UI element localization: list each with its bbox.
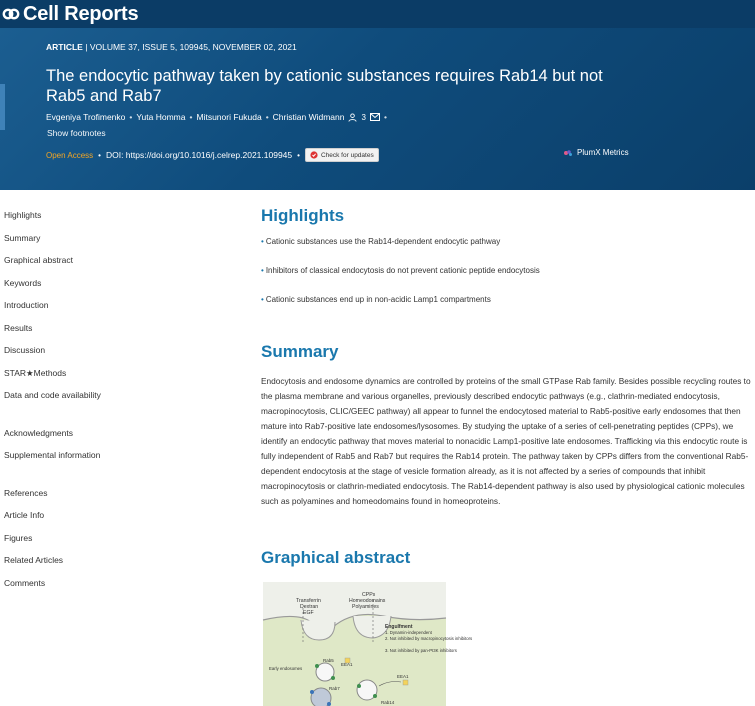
- sidebar-item-comments[interactable]: Comments: [4, 578, 46, 588]
- graphical-abstract-image[interactable]: [263, 582, 473, 706]
- article-header: [0, 0, 755, 190]
- sidebar-item-references[interactable]: References: [4, 488, 48, 498]
- author-separator: •: [265, 112, 269, 122]
- sidebar-item-article-info[interactable]: Article Info: [4, 510, 45, 520]
- bullet-dot: •: [261, 266, 264, 275]
- article-details: VOLUME 37, ISSUE 5, 109945, NOVEMBER 02, 2021: [89, 42, 297, 52]
- journal-title: Cell Reports: [23, 2, 139, 25]
- ga-label-polyamines: Polyamines: [352, 604, 379, 610]
- ga-label-eea1-right: EEA1: [397, 674, 409, 679]
- sidebar-item-star-methods[interactable]: STAR★Methods: [4, 368, 67, 378]
- check-updates-label: Check for updates: [320, 151, 374, 159]
- ga-label-dextran: Dextran: [300, 604, 319, 610]
- highlight-item: [261, 266, 540, 275]
- summary-paragraph: Endocytosis and endosome dynamics are controlled by proteins of the small GTPase Rab family. Besides possible recycling routes to the plasma membrane and various organelles, previously described endocytic pathways (e.g., clathrin-mediated endocytosis, macropinocytosis, CLIC/GEEC pathway) all appear to funnel the endocytosed material to Rab5-positive early endosomes that then mature into Rab7-positive late endosomes/lysosomes. By studying the uptake of a series of cell-penetrating peptides (CPPs), we identify an endocytic pathway that moves material to nonacidic Lamp1-positive late endosomes. Trafficking via this endocytic route is fully independent of Rab5 and Rab7 but requires the Rab14 protein. The pathway taken by CPPs differs from the conventional Rab5-dependent endocytosis at the stage of vesicle formation already, as it is not affected by a series of compounds that inhibit macropinocytosis or clathrin-mediated endocytosis. The Rab14-dependent pathway is also used by physiological cationic molecules such as polyamines and homeodomains found in homeoproteins.: [261, 376, 751, 506]
- sidebar-item-related-articles[interactable]: Related Articles: [4, 555, 64, 565]
- ga-label-rab14: Rab14: [381, 700, 395, 705]
- ga-label-rab5: Rab5: [323, 658, 334, 663]
- highlight-text: Inhibitors of classical endocytosis do not prevent cationic peptide endocytosis: [265, 266, 540, 275]
- sidebar-item-introduction[interactable]: Introduction: [4, 300, 49, 310]
- sidebar-item-graphical-abstract[interactable]: Graphical abstract: [4, 255, 73, 265]
- sidebar-item-figures[interactable]: Figures: [4, 533, 33, 543]
- author-separator: •: [189, 112, 193, 122]
- ga-label-engulfment: Engulfment: [385, 624, 413, 630]
- author-link[interactable]: Evgeniya Trofimenko: [46, 112, 126, 122]
- ga-label-homeodomains: Homeodomains: [349, 598, 386, 604]
- graphical-abstract-heading: Graphical abstract: [261, 548, 411, 567]
- author-link[interactable]: Christian Widmann: [272, 112, 345, 122]
- check-updates-button[interactable]: [305, 148, 379, 162]
- author-separator: •: [129, 112, 133, 122]
- sidebar-item-keywords[interactable]: Keywords: [4, 278, 42, 288]
- plumx-metrics-link[interactable]: [563, 148, 629, 157]
- journal-topbar: [0, 0, 755, 28]
- sidebar-item-acknowledgments[interactable]: Acknowledgments: [4, 428, 73, 438]
- highlight-text: Cationic substances use the Rab14-dependent endocytic pathway: [265, 237, 501, 246]
- ga-label-egf: EGF: [303, 610, 314, 616]
- article-type: ARTICLE: [46, 42, 83, 52]
- ga-label-engulfment-3: 3. Not inhibited by pan-PI3K inhibitors: [385, 648, 457, 653]
- author-count: 3: [361, 112, 366, 122]
- cell-reports-logo-icon: [2, 6, 20, 22]
- meta-divider: |: [85, 42, 88, 52]
- ga-label-engulfment-1: 1. Dynamin-independent: [385, 630, 432, 635]
- summary-heading: Summary: [261, 342, 339, 361]
- ga-label-early-endosomes: Early endosomes: [269, 666, 303, 671]
- author-link[interactable]: Mitsunori Fukuda: [196, 112, 262, 122]
- sidebar-item-highlights[interactable]: Highlights: [4, 210, 42, 220]
- access-row: [46, 149, 379, 161]
- access-separator: •: [297, 150, 300, 160]
- access-separator: •: [98, 150, 101, 160]
- plumx-icon: [563, 149, 573, 157]
- open-access-badge: Open Access: [46, 150, 94, 160]
- ga-label-cpps: CPPs: [362, 592, 376, 598]
- plumx-label: PlumX Metrics: [577, 148, 629, 157]
- author-separator: •: [383, 112, 387, 122]
- highlights-heading: Highlights: [261, 206, 345, 225]
- article-meta: [46, 42, 297, 52]
- sidebar-item-supplemental-information[interactable]: Supplemental information: [4, 450, 101, 460]
- ga-label-transferrin: Transferrin: [296, 598, 321, 604]
- show-footnotes-link[interactable]: Show footnotes: [47, 128, 106, 138]
- highlight-item: [261, 295, 491, 304]
- author-link[interactable]: Yuta Homma: [136, 112, 186, 122]
- highlight-text: Cationic substances end up in non-acidic Lamp1 compartments: [265, 295, 491, 304]
- header-left-accent: [0, 84, 5, 130]
- author-list: [46, 112, 387, 122]
- article-title: The endocytic pathway taken by cationic substances requires Rab14 but not Rab5 and Rab7: [46, 67, 603, 105]
- ga-label-eea1: EEA1: [341, 662, 353, 667]
- ga-label-rab7: Rab7: [329, 686, 340, 691]
- sidebar-item-discussion[interactable]: Discussion: [4, 345, 46, 355]
- bullet-dot: •: [261, 295, 264, 304]
- graphical-abstract-diagram: [263, 582, 473, 706]
- highlight-item: [261, 237, 500, 246]
- sidebar-item-data-availability[interactable]: Data and code availability: [4, 390, 101, 400]
- bullet-dot: •: [261, 237, 264, 246]
- mail-icon[interactable]: [370, 113, 380, 121]
- sidebar-item-results[interactable]: Results: [4, 323, 33, 333]
- doi-link[interactable]: DOI: https://doi.org/10.1016/j.celrep.2021.109945: [105, 150, 293, 160]
- crossmark-icon: [310, 151, 318, 159]
- sidebar-item-summary[interactable]: Summary: [4, 233, 41, 243]
- journal-brand-link[interactable]: [2, 0, 138, 28]
- ga-label-engulfment-2: 2. Not inhibited by macropinocytosis inhibitors: [385, 636, 473, 641]
- person-icon[interactable]: [348, 113, 357, 122]
